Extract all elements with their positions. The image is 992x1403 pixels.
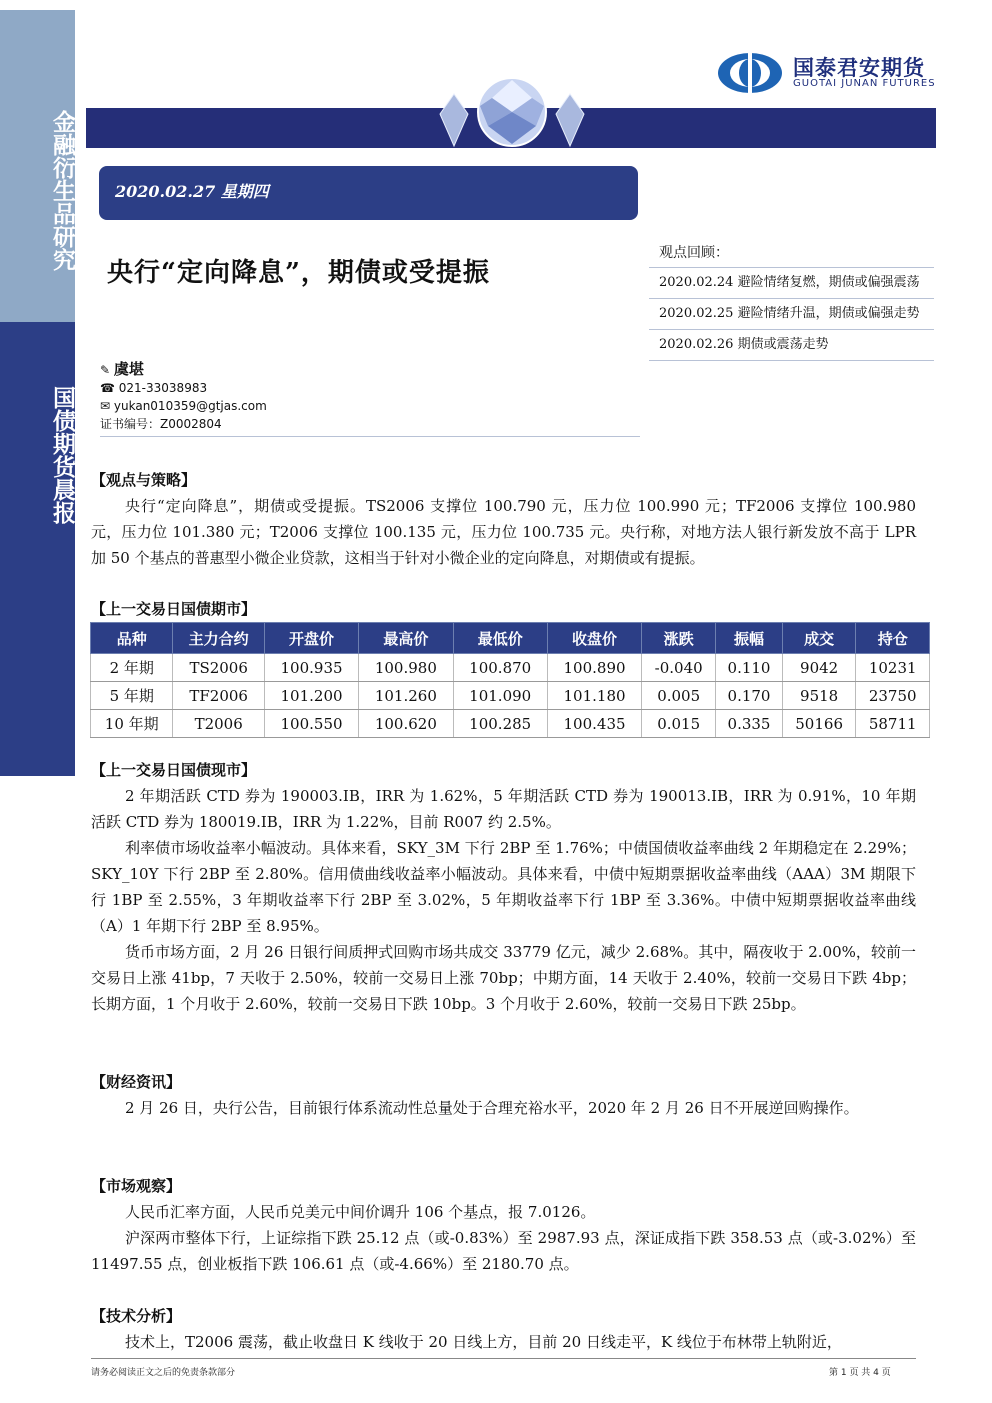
table-cell: 2 年期: [91, 654, 173, 682]
footer-disclaimer: 请务必阅读正文之后的免责条款部分: [91, 1368, 236, 1378]
logo-name-en: GUOTAI JUNAN FUTURES: [793, 78, 936, 89]
author-name: 虞堪: [113, 360, 144, 378]
section-heading: 【市场观察】: [91, 1177, 182, 1195]
table-row: [91, 654, 930, 682]
table-cell: 58711: [856, 710, 930, 738]
column-header: 主力合约: [173, 623, 264, 654]
section-tech: [91, 1303, 916, 1355]
phone-icon: ☎: [100, 381, 115, 395]
review-item: 2020.02.25 避险情绪升温，期债或偏强走势: [649, 299, 934, 330]
footer-divider: [91, 1358, 916, 1359]
table-cell: 100.620: [359, 710, 453, 738]
email-icon: ✉: [100, 399, 111, 413]
sidebar-bottom-panel: [0, 322, 75, 776]
table-cell: 100.550: [264, 710, 358, 738]
table-cell: 100.285: [453, 710, 547, 738]
paragraph: 利率债市场收益率小幅波动。具体来看，SKY_3M 下行 2BP 至 1.76%；中债国债收益率曲线 2 年期稳定在 2.29%；SKY_10Y 下行 2BP 至 2.80%。信用债曲线收益率小幅波动。具体来看，中债中短期票据收益率曲线（AAA）3M 期限下行 1BP 至 2.55%，3 年期收益率下行 2BP 至 3.02%，5 年期收益率下行 1BP 至 3.36%。中债中短期票据收益率曲线（A）1 年期下行 2BP 至 8.95%。: [91, 839, 916, 935]
table-cell: -0.040: [642, 654, 716, 682]
table-cell: T2006: [173, 710, 264, 738]
table-cell: 0.110: [716, 654, 783, 682]
sidebar-category-text: 金融衍生品研究: [49, 109, 75, 271]
column-header: 最低价: [453, 623, 547, 654]
column-header: 收盘价: [547, 623, 641, 654]
paragraph: 2 年期活跃 CTD 券为 190003.IB，IRR 为 1.62%，5 年期活跃 CTD 券为 190013.IB，IRR 为 0.91%，10 年期活跃 CTD 券为 180019.IB，IRR 为 1.22%，目前 R007 约 2.5%。: [91, 787, 916, 831]
table-cell: 100.890: [547, 654, 641, 682]
column-header: 成交: [782, 623, 856, 654]
table-cell: TF2006: [173, 682, 264, 710]
table-cell: 101.260: [359, 682, 453, 710]
paragraph: 沪深两市整体下行，上证综指下跌 25.12 点（或-0.83%）至 2987.93 点，深证成指下跌 358.53 点（或-3.02%）至 11497.55 点，创业板指下跌 106.61 点（或-4.66%）至 2180.70 点。: [91, 1229, 916, 1273]
table-row: [91, 682, 930, 710]
table-row: [91, 710, 930, 738]
section-spot: [91, 757, 916, 1017]
author-block: [100, 360, 640, 437]
section-strategy: [91, 467, 916, 571]
paragraph: 技术上，T2006 震荡，截止收盘日 K 线收于 20 日线上方，目前 20 日线走平，K 线位于布林带上轨附近，: [125, 1333, 842, 1351]
table-cell: 10 年期: [91, 710, 173, 738]
column-header: 持仓: [856, 623, 930, 654]
section-heading: 【观点与策略】: [91, 471, 197, 489]
table-cell: 0.170: [716, 682, 783, 710]
review-item: 2020.02.26 期债或震荡走势: [649, 330, 934, 361]
section-news: [91, 1069, 916, 1121]
diamond-icon: [432, 74, 592, 156]
table-cell: 23750: [856, 682, 930, 710]
column-header: 开盘价: [264, 623, 358, 654]
table-cell: 100.935: [264, 654, 358, 682]
pen-icon: ✎: [100, 363, 111, 377]
review-heading: 观点回顾：: [649, 237, 934, 268]
table-cell: 10231: [856, 654, 930, 682]
table-cell: 101.180: [547, 682, 641, 710]
author-email: yukan010359@gtjas.com: [113, 399, 267, 413]
page-title: 央行“定向降息”，期债或受提振: [107, 258, 490, 288]
sidebar-top-panel: [0, 10, 75, 322]
author-phone: 021-33038983: [118, 381, 208, 395]
section-market: [91, 1173, 916, 1277]
paragraph: 人民币汇率方面，人民币兑美元中间价调升 106 个基点，报 7.0126。: [125, 1203, 596, 1221]
report-date: 2020.02.27 星期四: [115, 182, 269, 201]
column-header: 振幅: [716, 623, 783, 654]
sidebar-report-text: 国债期货晨报: [49, 386, 75, 524]
column-header: 品种: [91, 623, 173, 654]
cert-label: 证书编号：: [100, 417, 161, 431]
table-cell: 5 年期: [91, 682, 173, 710]
table-cell: 0.015: [642, 710, 716, 738]
section-heading: 【上一交易日国债现市】: [91, 761, 257, 779]
review-item: 2020.02.24 避险情绪复燃，期债或偏强震荡: [649, 268, 934, 299]
table-cell: 9518: [782, 682, 856, 710]
table-cell: 101.090: [453, 682, 547, 710]
date-banner: [99, 166, 638, 220]
column-header: 最高价: [359, 623, 453, 654]
table-cell: 101.200: [264, 682, 358, 710]
paragraph: 货币市场方面，2 月 26 日银行间质押式回购市场共成交 33779 亿元，减少 2.68%。其中，隔夜收于 2.00%，较前一交易日上涨 41bp，7 天收于 2.50%，较前一交易日上涨 70bp；中期方面，14 天收于 2.40%，较前一交易日下跌 4bp；长期方面，1 个月收于 2.60%，较前一交易日下跌 10bp。3 个月收于 2.60%，较前一交易日下跌 25bp。: [91, 943, 916, 1013]
section-heading: 【上一交易日国债期市】: [91, 600, 257, 618]
cert-number: Z0002804: [160, 417, 222, 431]
futures-table: [90, 622, 930, 738]
table-cell: 100.980: [359, 654, 453, 682]
table-cell: TS2006: [173, 654, 264, 682]
page-number: 第 1 页 共 4 页: [829, 1368, 891, 1378]
section-heading: 【技术分析】: [91, 1307, 182, 1325]
table-cell: 0.335: [716, 710, 783, 738]
logo-name-cn: 国泰君安期货: [793, 56, 925, 80]
table-header-row: [91, 623, 930, 654]
section-futures: [91, 596, 916, 622]
table-cell: 9042: [782, 654, 856, 682]
company-logo: [717, 52, 947, 96]
table-cell: 100.870: [453, 654, 547, 682]
review-box: [649, 237, 934, 361]
table-cell: 50166: [782, 710, 856, 738]
column-header: 涨跌: [642, 623, 716, 654]
section-heading: 【财经资讯】: [91, 1073, 182, 1091]
table-cell: 100.435: [547, 710, 641, 738]
table-cell: 0.005: [642, 682, 716, 710]
paragraph: 央行“定向降息”，期债或受提振。TS2006 支撑位 100.790 元，压力位 100.990 元；TF2006 支撑位 100.980 元，压力位 101.380 元；T2006 支撑位 100.135 元，压力位 100.735 元。央行称，对地方法人银行新发放不高于 LPR 加 50 个基点的普惠型小微企业贷款，这相当于针对小微企业的定向降息，对期债或有提振。: [91, 497, 916, 567]
paragraph: 2 月 26 日，央行公告，目前银行体系流动性总量处于合理充裕水平，2020 年 2 月 26 日不开展逆回购操作。: [125, 1099, 859, 1117]
logo-icon: [717, 52, 783, 94]
